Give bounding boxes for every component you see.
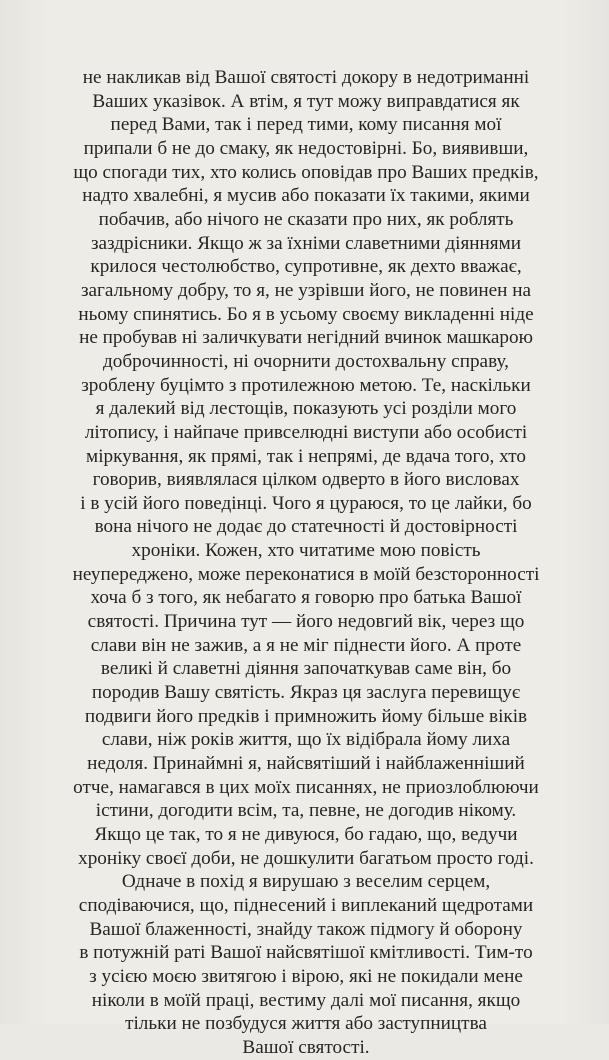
text-line: ньому спинятись. Бо я в усьому своєму викладенні ніде	[78, 303, 534, 325]
text-line: загальному добру, то я, не узрівши його, не повинен на	[80, 279, 532, 301]
text-line: неупереджено, може переконатися в моїй безсторонності	[72, 563, 540, 585]
text-line: отче, намагався в цих моїх писаннях, не приозлоблюючи	[73, 776, 539, 798]
text-line: в потужній раті Вашої найсвятішої кмітливості. Тим-то	[79, 942, 533, 964]
text-line: хроніки. Кожен, хто читатиме мою повість	[131, 540, 481, 562]
text-line: сподіваючися, що, піднесений і виплеканий щедротами	[78, 894, 534, 916]
text-line: з усією моєю звитягою і вірою, які не покидали мене	[89, 965, 523, 987]
text-line: Ваших указівок. А втім, я тут можу виправдатися як	[92, 90, 520, 112]
text-line: істини, догодити всім, та, певне, не догодив нікому.	[95, 800, 517, 822]
text-line: я далекий від лестощів, показують усі розділи мого	[95, 398, 517, 420]
text-line: святості. Причина тут — його недовгий вік, через що	[87, 611, 525, 633]
text-line: хроніку своєї доби, не дошкулити багатьом просто годі.	[78, 847, 534, 869]
text-line: Одначе в похід я вирушаю з веселим серцем,	[121, 871, 491, 893]
text-line: слави він не зажив, а я не міг піднести його. А проте	[90, 634, 522, 656]
text-line: і в усій його поведінці. Чого я цураюся, то це лайки, бо	[80, 492, 532, 514]
text-line: що спогади тих, хто колись оповідав про Ваших предків,	[73, 161, 539, 183]
text-line: говорив, виявлялася цілком одверто в його висловах	[92, 469, 520, 491]
text-line: великі й славетні діяння започаткував саме він, бо	[100, 658, 512, 680]
text-line: недоля. Принаймні я, найсвятіший і найблаженніший	[87, 753, 525, 775]
text-line: міркування, як прямі, так і непрямі, де вдача того, хто	[86, 445, 526, 467]
text-line: зроблену буцімто з протилежною метою. Те, наскільки	[81, 374, 531, 396]
text-line: ніколи в моїй праці, вестиму далі мої писання, якщо	[91, 989, 521, 1011]
page-text	[48, 66, 564, 1060]
text-line: надто хвалебні, я мусив або показати їх такими, якими	[82, 185, 530, 207]
text-line: Якщо це так, то я не дивуюся, бо гадаю, що, ведучи	[94, 824, 518, 845]
text-line: побачив, або нічого не сказати про них, як роблять	[98, 208, 514, 230]
text-line: літопису, і найпаче привселюдні виступи або особисті	[84, 421, 528, 443]
text-line: подвиги його предків і примножить йому більше віків	[84, 705, 528, 727]
text-line: перед Вами, так і перед тими, кому писання мої	[110, 114, 502, 136]
text-line: Вашої блаженності, знайду також підмогу й оборону	[89, 918, 523, 940]
text-line: вона нічого не додає до статечності й достовірності	[94, 516, 518, 538]
text-line: породив Вашу святість. Якраз ця заслуга перевищує	[91, 682, 521, 704]
text-line: не накликав від Вашої святості докору в недотриманні	[82, 67, 530, 88]
text-line: припали б не до смаку, як недостовірні. Бо, виявивши,	[83, 137, 529, 159]
text-line: хоча б з того, як небагато я говорю про батька Вашої	[90, 587, 522, 609]
text-line: доброчинності, ні очорнити достохвальну справу,	[103, 350, 509, 372]
text-line: не пробував ні заличкувати негідний вчинок машкарою	[79, 327, 533, 349]
text-line: Вашої святості.	[242, 1036, 370, 1058]
text-line: заздрісники. Якщо ж за їхніми славетними діяннями	[90, 232, 522, 254]
text-line: крилося честолюбство, супротивне, як дехто вважає,	[90, 256, 522, 278]
text-line: слави, ніж років життя, що їх відібрала йому лиха	[101, 729, 511, 751]
text-line: тільки не позбудуся життя або заступництва	[125, 1013, 487, 1035]
